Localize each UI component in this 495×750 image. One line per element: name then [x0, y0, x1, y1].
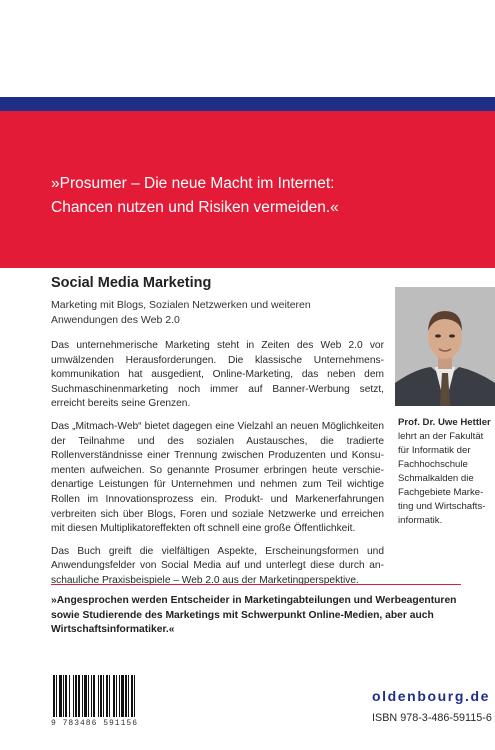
barcode-number: 9 783486 591156: [51, 719, 139, 728]
top-blue-stripe: [0, 97, 495, 111]
isbn: ISBN 978-3-486-59115-6: [372, 712, 492, 724]
description-paragraph: Das unternehmerische Marketing steht in Zeiten des Web 2.0 vor umwälzenden Herausforderungen. Die klassische Unternehmenskommunikation hat ausgedient, Online-Marketing, das neben dem Suchmaschinenmarketing noch immer auf Banner-Werbung setzt, erreicht bereits seine Grenzen.: [51, 340, 384, 410]
book-title: Social Media Marketing: [51, 275, 212, 291]
cover-quote: [51, 172, 471, 220]
cover-quote-line1: »Prosumer – Die neue Macht im Internet:: [51, 175, 335, 192]
author-info: [398, 416, 494, 528]
cover-quote-line2: Chancen nutzen und Risiken vermeiden.«: [51, 199, 339, 216]
book-subtitle: Marketing mit Blogs, Sozialen Netzwerken und weiteren Anwendungen des Web 2.0: [51, 299, 311, 326]
author-photo: [395, 287, 495, 406]
author-name: Prof. Dr. Uwe Hettler: [398, 417, 491, 428]
publisher-url: oldenbourg.de: [372, 688, 491, 704]
description-paragraph: Das „Mitmach-Web“ bietet dagegen eine Vielzahl an neuen Möglichkeiten der Teilnahme und des sozialen Austausches, die tradierte Rollenverständnisse einer Trennung zwischen Produzenten und Konsumenten aufweichen. So genannte Prosumer erbringen heute verschiedenartige Leistungen für Unternehmen und nehmen zum Teil wichtige Rollen im Innovationsprozess ein. Produkt- und Markenerfahrungen verbreiten sich über Blogs, Foren und soziale Netzwerke und erreichen mit diesen Multiplikatoreffekten oft schnell eine große Öffentlichkeit.: [51, 420, 384, 535]
description-paragraph: Das Buch greift die vielfältigen Aspekte, Erscheinungsformen und Anwendungsfelder von Social Media auf und unterlegt diese durch anschauliche Praxisbeispiele – Web 2.0 aus der Marketingperspektive.: [51, 545, 384, 586]
author-bio: lehrt an der Fakultät für Informatik der Fachhochschule Schmalkalden die Fachgebiete Marketing und Wirtschaftsinformatik.: [398, 431, 486, 526]
target-audience-blurb: »Angesprochen werden Entscheider in Marketingabteilungen und Werbeagenturen sowie Studierende des Marketings mit Schwerpunkt Online-Medien, aber auch Wirtschaftsinformatiker.«: [51, 584, 461, 638]
description: [51, 339, 384, 597]
